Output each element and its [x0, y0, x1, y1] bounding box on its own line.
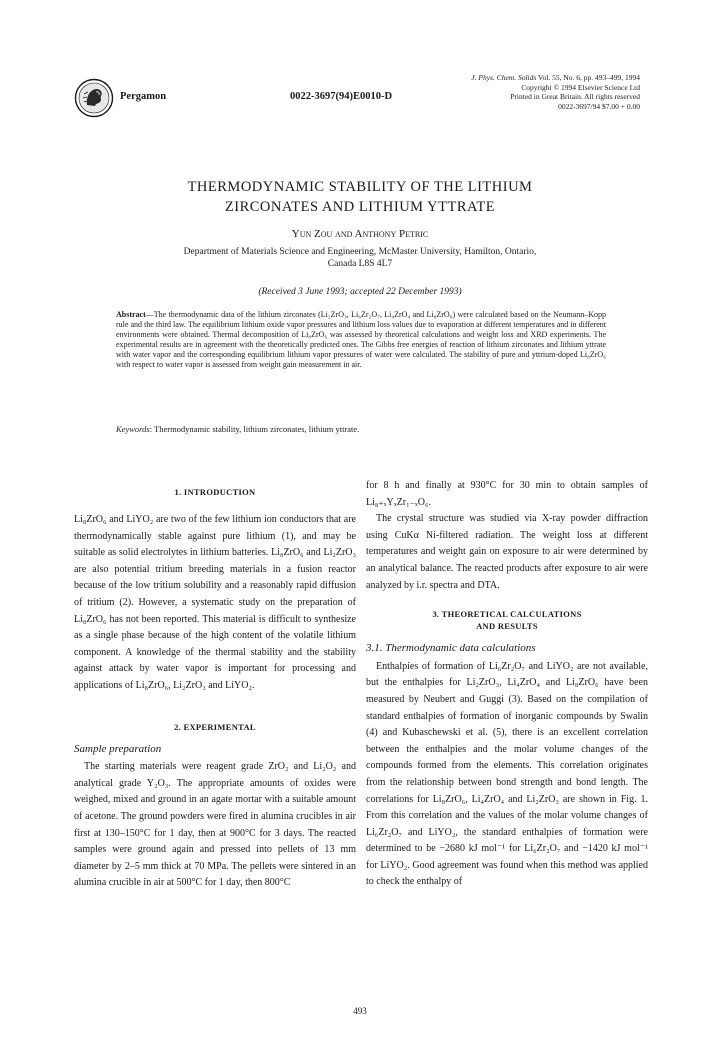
title-line-1: THERMODYNAMIC STABILITY OF THE LITHIUM [187, 179, 533, 195]
xrd-paragraph: The crystal structure was studied via X-ray powder diffraction using CuKα Ni-filtered radiation. The weight loss at different temperatures and weight gain on exposure to air were determined by an analytical balance. The reacted products after exposure to air were analyzed by i.r. spectra and DTA. [366, 513, 648, 591]
section-heading-theoretical-line-1: 3. THEORETICAL CALCULATIONS [432, 609, 582, 620]
right-column [366, 478, 648, 891]
page-number: 493 [353, 1006, 367, 1016]
affiliation-line-2: Canada L8S 4L7 [327, 259, 393, 269]
price-line: 0022-3697/94 $7.00 + 0.00 [558, 101, 640, 111]
copyright: Copyright © 1994 Elsevier Science Ltd [521, 82, 640, 92]
section-heading-introduction: 1. INTRODUCTION [174, 487, 256, 497]
abstract [116, 310, 606, 370]
journal-info [380, 73, 640, 111]
paper-title [80, 177, 640, 217]
subsection-thermodynamic-data: 3.1. Thermodynamic data calculations [366, 642, 536, 655]
title-line-2: ZIRCONATES AND LITHIUM YTTRATE [224, 199, 496, 215]
received-dates [80, 287, 640, 297]
thermodynamic-paragraph: Enthalpies of formation of Li₆Zr₂O₇ and LiYO₂ are not available, but the enthalpies for Li₂ZrO₃, Li₄ZrO₄ and Li₈ZrO₆ have been measured by Neubert and Guggi (3). Based on the compilation of standard enthalpies of formation of inorganic compounds by Swalin (4) and Kubaschewski et al. (5), there is an excellent correlation between the enthalpies and the molar volume changes of the compounds formed from the elements. This correlation originates from the relationship between bond strength and bond length. The correlations for Li₈ZrO₆, Li₄ZrO₄ and Li₂ZrO₃ are shown in Fig. 1. From this correlation and the values of the molar volume changes of Li₆Zr₂O₇ and LiYO₂, the standard enthalpies of formation were determined to be −2680 kJ mol⁻¹ for Li₆Zr₂O₇ and −1420 kJ mol⁻¹ for LiYO₂. Good agreement was found when this method was applied to check the enthalpy of [366, 660, 648, 888]
abstract-text: —The thermodynamic data of the lithium zirconates (Li₂ZrO₃, Li₆Zr₂O₇, Li₄ZrO₄ and Li₈ZrO₆) were calculated based on the Neumann–Kopp rule and the third law. The equilibrium lithium oxide vapor pressures and lithium loss values due to evaporation at different temperatures and in different environments were obtained. Thermal decomposition of Li₈ZrO₆ was assessed by theoretical calculations and weight loss and XRD experiments. The experimental results are in agreement with the theoretically predicted ones. The Gibbs free energies of reaction of lithium zirconates and lithium yttrate with water vapor and the corresponding equilibrium lithium vapor pressures of water were calculated. The stability of pure and yttrium-doped Li₈ZrO₆ with respect to water vapor is assessed from weight gain measurement in air. [116, 310, 606, 369]
journal-volume: Vol. 55, No. 6, pp. 493–499, 1994 [536, 73, 640, 82]
left-column [74, 478, 356, 892]
subsection-sample-preparation: Sample preparation [74, 742, 162, 755]
journal-name: J. Phys. Chem. Solids [471, 73, 537, 82]
article-code: 0022-3697(94)E0010-D [290, 91, 393, 102]
section-heading-theoretical [366, 608, 648, 632]
keywords-text: : Thermodynamic stability, lithium zirconates, lithium yttrate. [149, 424, 360, 434]
affiliation [110, 246, 610, 270]
printed-note: Printed in Great Britain. All rights reserved [510, 92, 640, 101]
experimental-paragraph: The starting materials were reagent grade ZrO₂ and Li₂O₂ and analytical grade Y₂O₃. The appropriate amounts of oxides were weighed, mixed and ground in an agate mortar with a suitable amount of acetone. The ground powders were fired in alumina crucibles in air first at 130–150°C for 1 day, then at 900°C for 3 days. The reacted samples were ground again and pressed into pellets of 13 mm diameter by 2–5 mm thick at 70 MPa. The pellets were sintered in an alumina crucible in air at 500°C for 1 day, then 800°C [74, 761, 356, 889]
section-heading-experimental: 2. EXPERIMENTAL [174, 721, 256, 732]
publisher-name: Pergamon [120, 91, 167, 102]
introduction-paragraph: Li₈ZrO₆ and LiYO₂ are two of the few lithium ion conductors that are thermodynamically stable against pure lithium (1), and may be suitable as solid electrolytes in lithium batteries. Li₈ZrO₆ and Li₂ZrO₃ are also potential tritium breeding materials in a fusion reactor because of the low tritium solubility and a reasonably rapid diffusion of tritium (2). However, a systematic study on the preparation of Li₈ZrO₆ has not been reported. This material is difficult to synthesize as a single phase because of the high content of the volatile lithium component. A knowledge of the thermal stability and the stability against attack by water vapor is important for processing and applications of Li₈ZrO₆, Li₂ZrO₃ and LiYO₂. [74, 514, 356, 691]
affiliation-line-1: Department of Materials Science and Engineering, McMaster University, Hamilton, Ontario, [183, 247, 537, 257]
publisher-logo-icon [74, 78, 114, 118]
authors: Yun Zou and Anthony Petric [291, 228, 429, 240]
keywords [116, 424, 606, 434]
section-heading-theoretical-line-2: AND RESULTS [476, 621, 538, 632]
keywords-label: Keywords [116, 424, 150, 434]
received-text: (Received 3 June 1993; accepted 22 December 1993) [258, 287, 462, 297]
continued-paragraph: for 8 h and finally at 930°C for 30 min to obtain samples of Li₈₊ₓYₓZr₁₋ₓO₆. [366, 480, 648, 508]
abstract-label: Abstract [116, 310, 146, 319]
